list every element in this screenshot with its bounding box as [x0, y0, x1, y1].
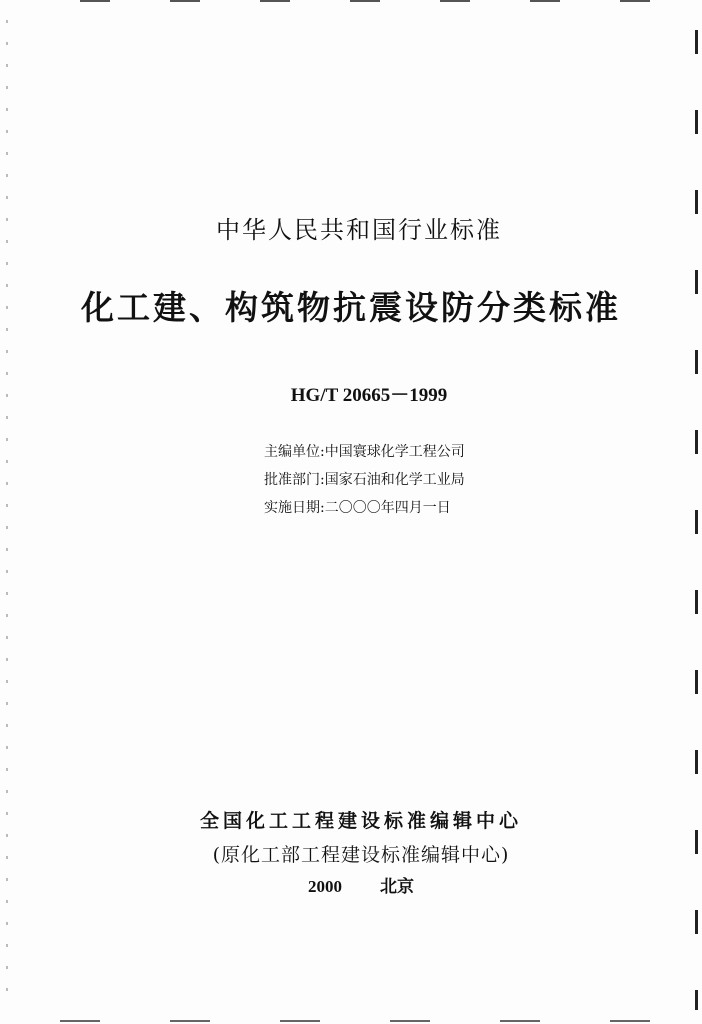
scan-edge-top	[80, 0, 680, 2]
effective-date-line: 实施日期:二〇〇〇年四月一日	[264, 500, 451, 516]
publisher-name: 全国化工工程建设标准编辑中心	[199, 810, 522, 832]
imprint	[0, 872, 702, 897]
approver-line: 批准部门:国家石油和化学工业局	[264, 472, 465, 488]
imprint-year: 2000	[308, 877, 342, 896]
document-title: 化工建、构筑物抗震设防分类标准	[81, 288, 621, 327]
scan-edge-bottom	[60, 1020, 680, 1022]
standard-series: 中华人民共和国行业标准	[216, 216, 502, 244]
standard-code: HG/T 20665－1999	[290, 385, 448, 406]
chief-editor-line: 主编单位:中国寰球化学工程公司	[264, 444, 465, 460]
imprint-city: 北京	[380, 877, 414, 897]
publisher-former-name: (原化工部工程建设标准编辑中心)	[212, 844, 510, 866]
